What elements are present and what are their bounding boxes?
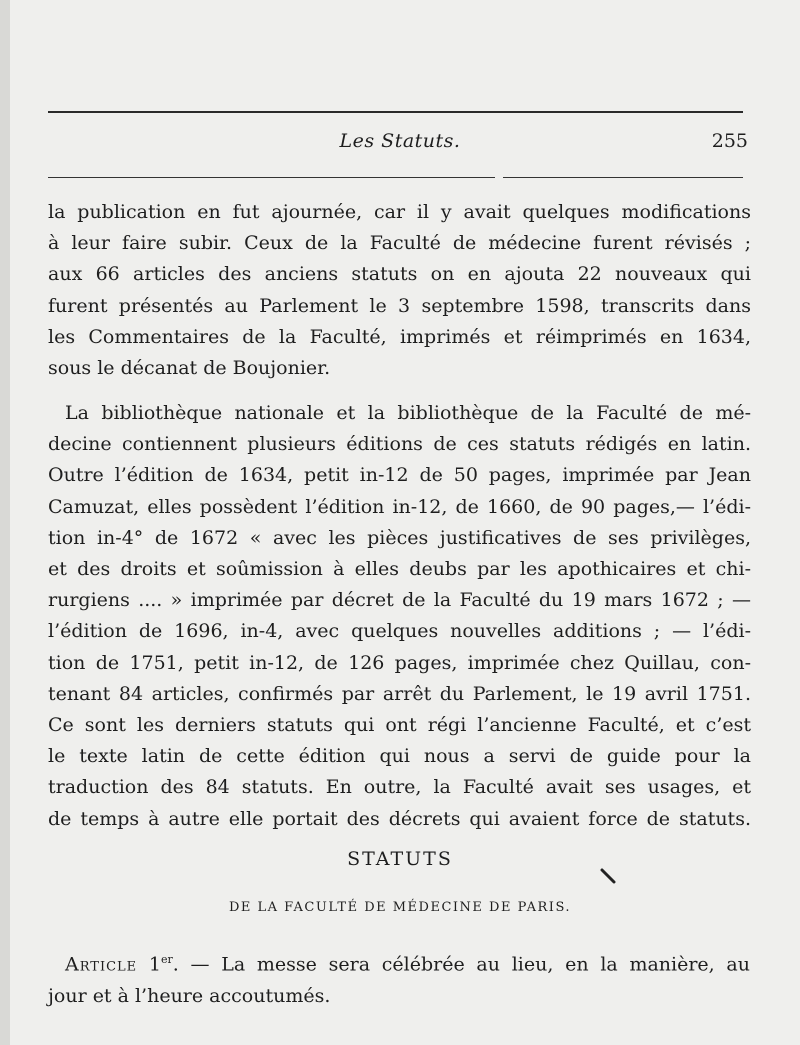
- text-line: Outre l’édition de 1634, petit in-12 de 50 pages, imprimée par Jean: [48, 464, 751, 487]
- text-line: et des droits et soûmission à elles deubs par les apothicaires et chi-: [48, 558, 751, 581]
- text-line: de temps à autre elle portait des décrets qui avaient force de statuts.: [48, 807, 751, 830]
- text-line: decine contiennent plusieurs éditions de ces statuts rédigés en latin.: [48, 433, 751, 456]
- article-line-1: [65, 944, 750, 981]
- article-1: [48, 944, 750, 1012]
- page-edge: [0, 0, 10, 1045]
- text-line: furent présentés au Parlement le 3 septembre 1598, transcrits dans: [48, 294, 751, 317]
- text-line: tion in-4° de 1672 « avec les pièces justificatives de ses privilèges,: [48, 526, 751, 549]
- text-line: traduction des 84 statuts. En outre, la Faculté avait ses usages, et: [48, 776, 751, 799]
- header-subrule-left: [48, 177, 495, 178]
- text-line: la publication en fut ajournée, car il y avait quelques modifications: [48, 201, 751, 223]
- header-rule: [48, 111, 743, 113]
- text-line: les Commentaires de la Faculté, imprimés et réimprimés en 1634,: [48, 325, 751, 348]
- article-number: 1: [148, 953, 161, 976]
- text-line: aux 66 articles des anciens statuts on en ajouta 22 nouveaux qui: [48, 263, 751, 286]
- text-line: l’édition de 1696, in-4, avec quelques nouvelles additions ; — l’édi-: [48, 620, 751, 643]
- paragraph-1: [48, 197, 751, 384]
- article-text: . — La messe sera célébrée au lieu, en la manière, au: [172, 953, 750, 976]
- text-line: tion de 1751, petit in-12, de 126 pages, imprimée chez Quillau, con-: [48, 651, 751, 674]
- ink-mark: [600, 868, 618, 886]
- text-line: tenant 84 articles, confirmés par arrêt du Parlement, le 19 avril 1751.: [48, 682, 751, 705]
- text-line: sous le décanat de Boujonier.: [48, 357, 331, 380]
- section-subtitle: DE LA FACULTÉ DE MÉDECINE DE PARIS.: [228, 900, 572, 915]
- paragraph-2: [48, 398, 751, 835]
- article-number-sup: er: [160, 953, 173, 966]
- article-label: Article: [65, 953, 138, 976]
- section-title: STATUTS: [347, 848, 453, 870]
- header-subrule-right: [503, 177, 743, 178]
- page-number: 255: [711, 130, 748, 152]
- text-line: à leur faire subir. Ceux de la Faculté de médecine furent révisés ;: [48, 232, 751, 255]
- running-title: Les Statuts.: [339, 130, 461, 152]
- text-line: le texte latin de cette édition qui nous a servi de guide pour la: [48, 745, 751, 768]
- text-line: La bibliothèque nationale et la bibliothèque de la Faculté de mé-: [65, 402, 751, 424]
- text-line: rurgiens .... » imprimée par décret de la Faculté du 19 mars 1672 ; —: [48, 589, 751, 612]
- text-line: Ce sont les derniers statuts qui ont régi l’ancienne Faculté, et c’est: [48, 714, 751, 737]
- article-line-2: jour et à l’heure accoutumés.: [48, 984, 331, 1007]
- text-line: Camuzat, elles possèdent l’édition in-12, de 1660, de 90 pages,— l’édi-: [48, 495, 751, 518]
